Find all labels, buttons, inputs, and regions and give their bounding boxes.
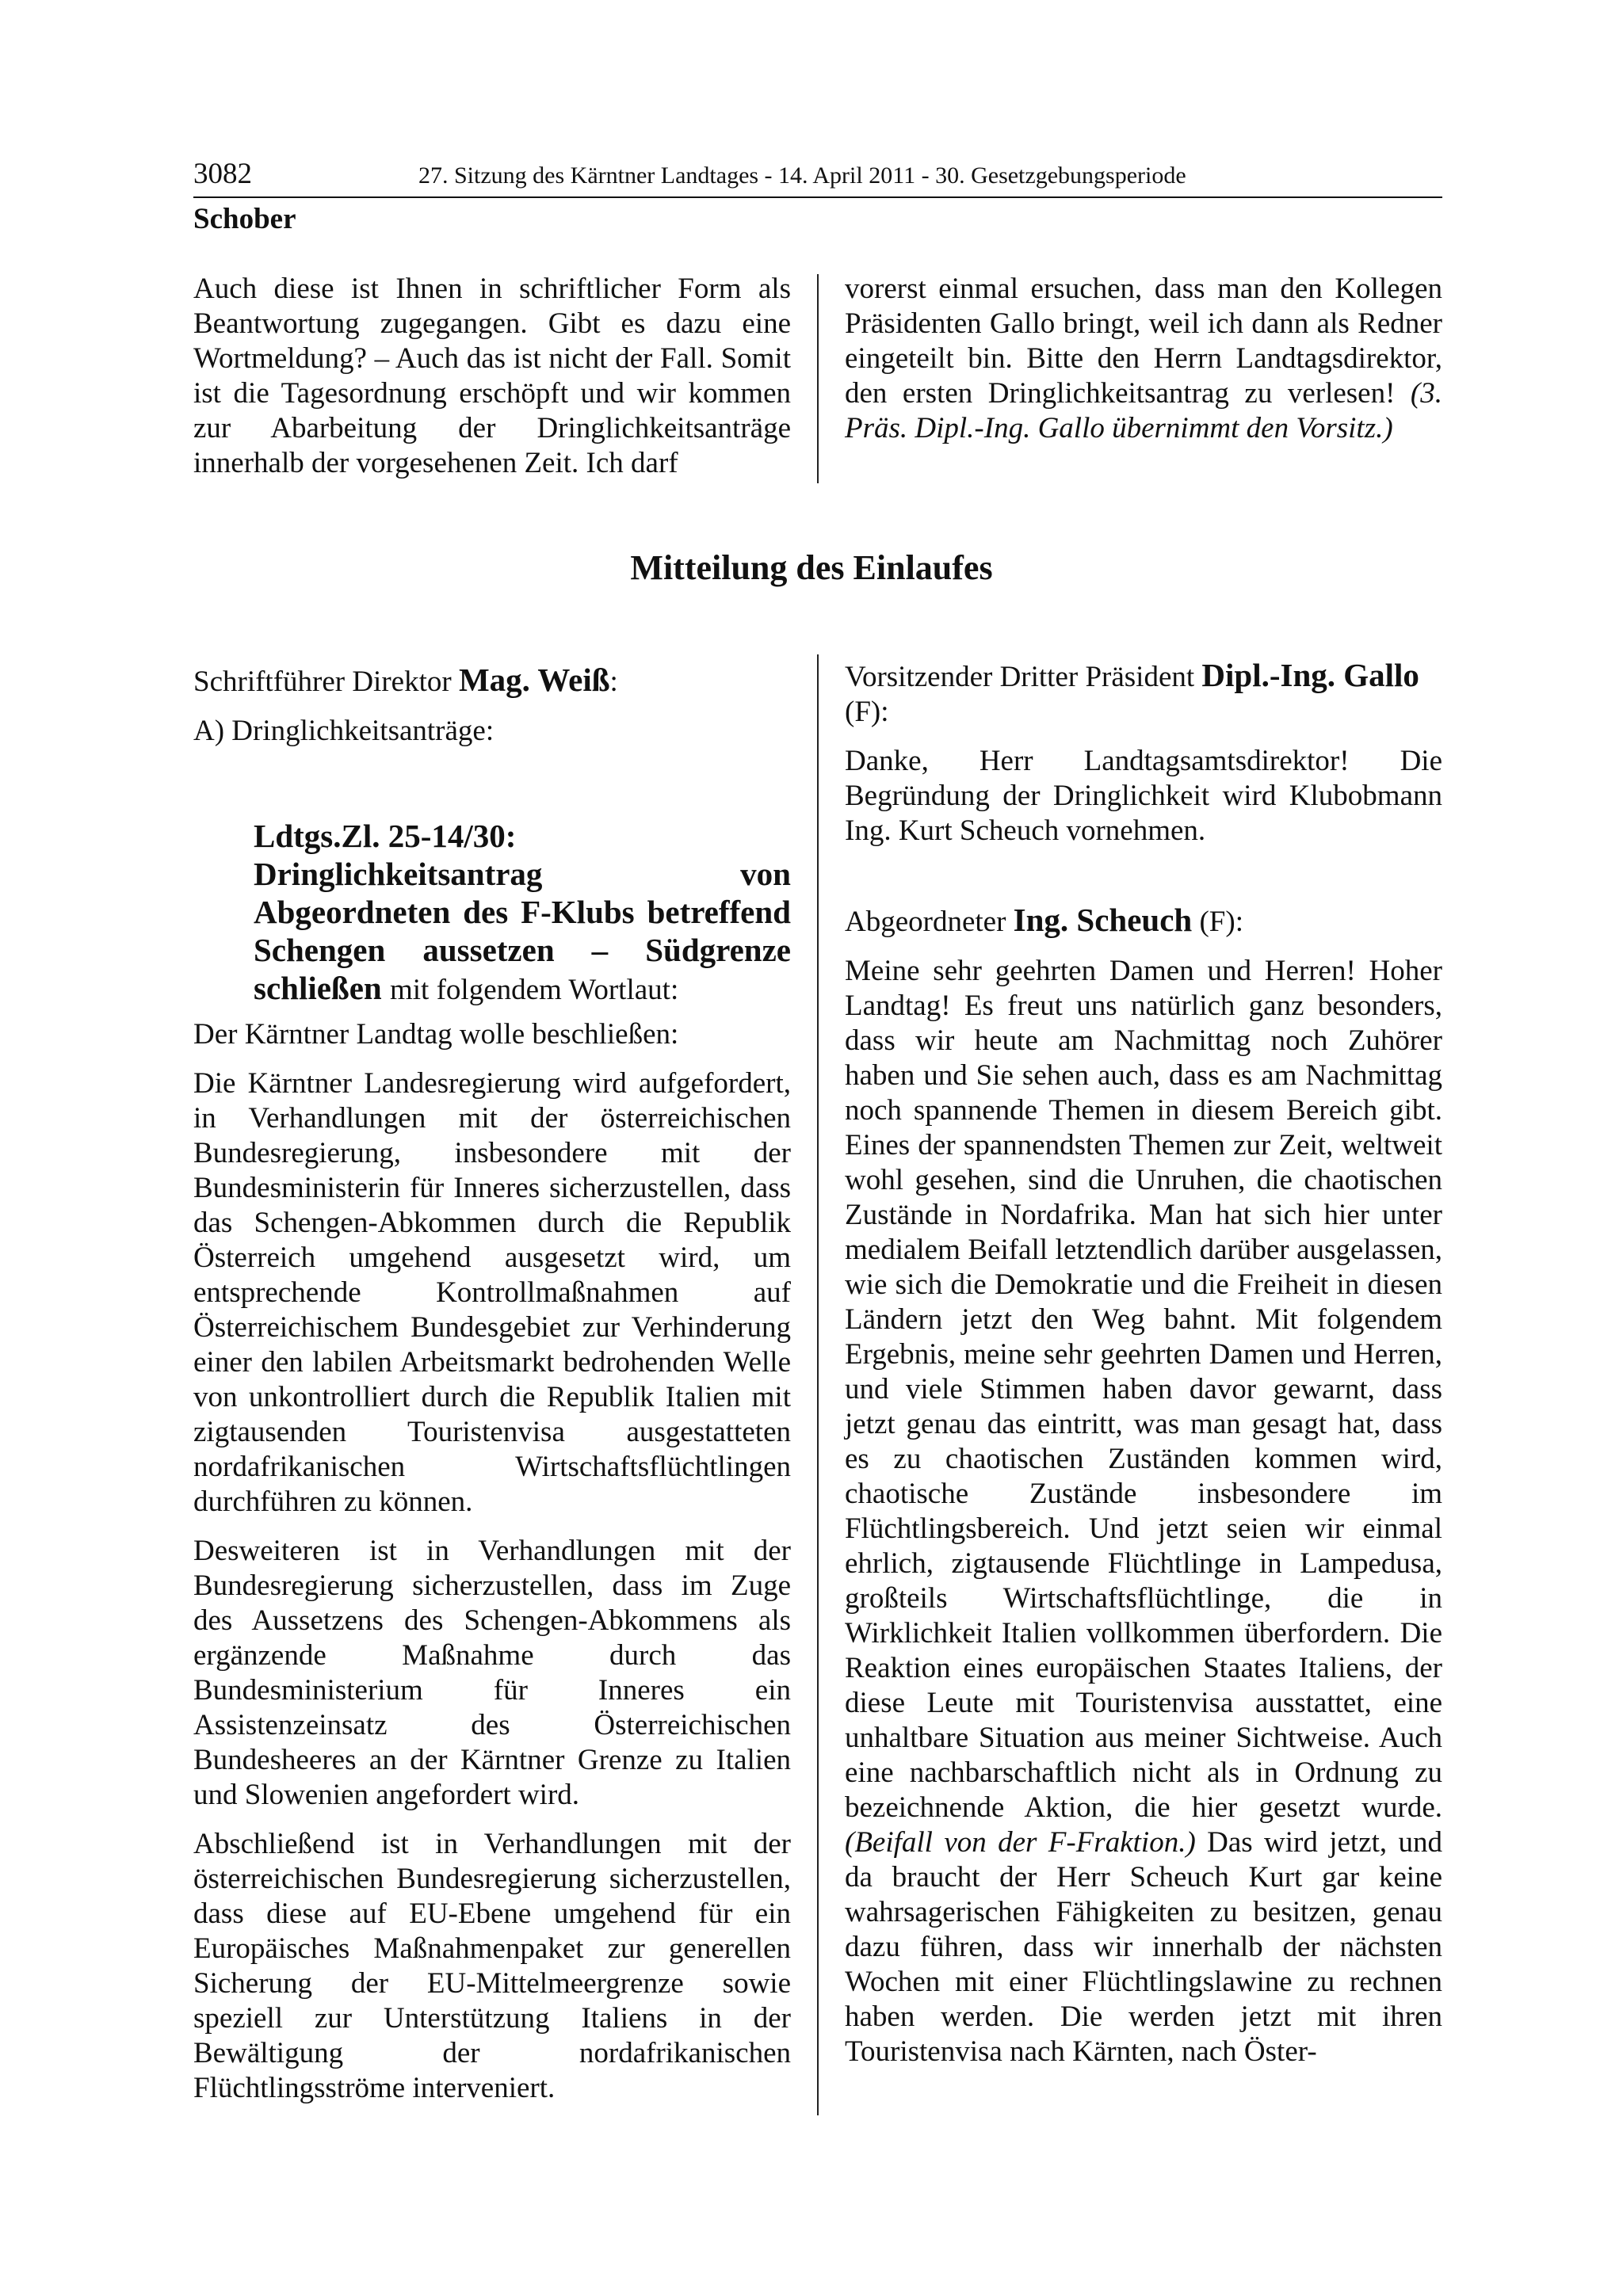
chair-name: Dipl.-Ing. Gallo: [1201, 657, 1419, 693]
heading-a: A) Dringlichkeitsanträge:: [193, 715, 495, 747]
page-number: 3082: [193, 158, 252, 190]
chair-line: [845, 658, 1442, 730]
header-rule: [193, 196, 1442, 198]
column-divider-main: [817, 654, 819, 2115]
speaker-name: Schober: [193, 203, 296, 235]
chair-text: Danke, Herr Landtagsamtsdirektor! Die Begründung der Dringlichkeit wird Klubobmann Ing. Kurt Scheuch vornehmen.: [845, 745, 1442, 847]
deputy-suffix: (F):: [1199, 906, 1243, 938]
chair-suffix: (F):: [845, 696, 889, 728]
resolution-paragraph-2: Desweiteren ist in Verhandlungen mit der Bundesregierung sicherzustellen, dass im Zuge des Aussetzens des Schengen-Abkommens als ergänzende Maßnahme durch das Bundesministerium für Inneres ein Assistenzeinsatz des Österreichischen Bundesheeres an der Kärntner Grenze zu Italien und Slowenien angefordert wird.: [193, 1535, 791, 1811]
motion-title: Dringlichkeitsantrag von Abgeordneten des F-Klubs betreffend Schengen aussetzen – Südgrenze schließen: [254, 856, 791, 1006]
left-column: [193, 662, 791, 2120]
right-column: [845, 658, 1442, 2069]
deputy-line: [845, 902, 1442, 940]
top-right-paragraph: [845, 272, 1442, 446]
resolution-paragraph-1: Die Kärntner Landesregierung wird aufgefordert, in Verhandlungen mit der österreichischen Bundesregierung, insbesondere mit der Bundesministerin für Inneres sicherzustellen, dass das Schengen-Abkommen durch die Republik Österreich umgehend ausgesetzt wird, um entsprechende Kontrollmaßnahmen auf Österreichischem Bundesgebiet zur Verhinderung einer den labilen Arbeitsmarkt bedrohenden Welle von unkontrolliert durch die Republik Italien mit zigtausenden Touristenvisa ausgestatteten nordafrikanischen Wirtschaftsflüchtlingen durchführen zu können.: [193, 1067, 791, 1518]
stage-direction: (3. Präs. Dipl.-Ing. Gallo übernimmt den Vorsitz.): [845, 377, 1442, 444]
clerk-suffix: :: [609, 666, 618, 698]
section-title: Mitteilung des Einlaufes: [630, 548, 993, 587]
top-left-column: [193, 272, 791, 481]
deputy-prefix: Abgeordneter: [845, 906, 1006, 938]
motion-tail: mit folgendem Wortlaut:: [390, 974, 679, 1006]
deputy-name: Ing. Scheuch: [1013, 902, 1193, 938]
speech-part-2: Das wird jetzt, und da braucht der Herr Scheuch Kurt gar keine wahrsagerischen Fähigkeiten zu besitzen, genau dazu führen, dass wir innerhalb der nächsten Wochen mit einer Flüchtlingslawine zu rechnen haben werden. Die werden jetzt mit ihren Touristenvisa nach Kärnten, nach Öster-: [845, 1826, 1442, 2068]
motion-ref: Ldtgs.Zl. 25-14/30:: [254, 818, 517, 854]
resolution-intro: Der Kärntner Landtag wolle beschließen:: [193, 1018, 679, 1051]
top-right-column: [845, 272, 1442, 446]
motion-heading: [254, 817, 791, 1009]
resolution-paragraph-3: Abschließend ist in Verhandlungen mit der österreichischen Bundesregierung sicherzustellen, dass diese auf EU-Ebene umgehend für ein Europäisches Maßnahmenpaket zur generellen Sicherung der EU-Mittelmeergrenze sowie speziell zur Unterstützung Italiens in der Bewältigung der nordafrikanischen Flüchtlingsströme interveniert.: [193, 1828, 791, 2104]
chair-prefix: Vorsitzender Dritter Präsident: [845, 661, 1195, 693]
running-header: 27. Sitzung des Kärntner Landtages - 14. April 2011 - 30. Gesetzgebungsperiode: [418, 162, 1186, 189]
column-divider: [817, 274, 819, 483]
clerk-prefix: Schriftführer Direktor: [193, 666, 452, 698]
clerk-line: [193, 662, 791, 700]
speech-part-1: Meine sehr geehrten Damen und Herren! Hoher Landtag! Es freut uns natürlich ganz besonders, dass wir heute am Nachmittag noch Zuhörer haben und Sie sehen auch, dass es am Nachmittag noch spannende Themen in diesem Bereich gibt. Eines der spannendsten Themen zur Zeit, weltweit wohl gesehen, sind die Unruhen, die chaotischen Zustände in Nordafrika. Man hat sich hier unter medialem Beifall letztendlich darüber ausgelassen, wie sich die Demokratie und die Freiheit in diesen Ländern jetzt den Weg bahnt. Mit folgendem Ergebnis, meine sehr geehrten Damen und Herren, und viele Stimmen haben davor gewarnt, dass jetzt genau das eintritt, was man gesagt hat, dass es zu chaotischen Zuständen kommen wird, chaotische Zustände insbesondere im Flüchtlingsbereich. Und jetzt seien wir einmal ehrlich, zigtausende Flüchtlinge in Lampedusa, großteils Wirtschaftsflüchtlinge, die in Wirklichkeit Italien vollkommen überfordern. Die Reaktion eines europäischen Staates Italiens, der diese Leute mit Touristenvisa ausstattet, eine unhaltbare Situation aus meiner Sichtweise. Auch eine nachbarschaftlich nicht als in Ordnung zu bezeichnende Aktion, die hier gesetzt wurde.: [845, 955, 1442, 1824]
interjection: (Beifall von der F-Fraktion.): [845, 1826, 1196, 1859]
top-left-paragraph: Auch diese ist Ihnen in schriftlicher Form als Beantwortung zugegangen. Gibt es dazu eine Wortmeldung? – Auch das ist nicht der Fall. Somit ist die Tagesordnung erschöpft und wir kommen zur Abarbeitung der Dringlichkeitsanträge innerhalb der vorgesehenen Zeit. Ich darf: [193, 273, 791, 479]
speech-paragraph: [845, 954, 1442, 2069]
clerk-name: Mag. Weiß: [458, 662, 610, 698]
top-right-text: vorerst einmal ersuchen, dass man den Kollegen Präsidenten Gallo bringt, weil ich dann als Redner eingeteilt bin. Bitte den Herrn Landtagsdirektor, den ersten Dringlichkeitsantrag zu verlesen!: [845, 273, 1442, 410]
